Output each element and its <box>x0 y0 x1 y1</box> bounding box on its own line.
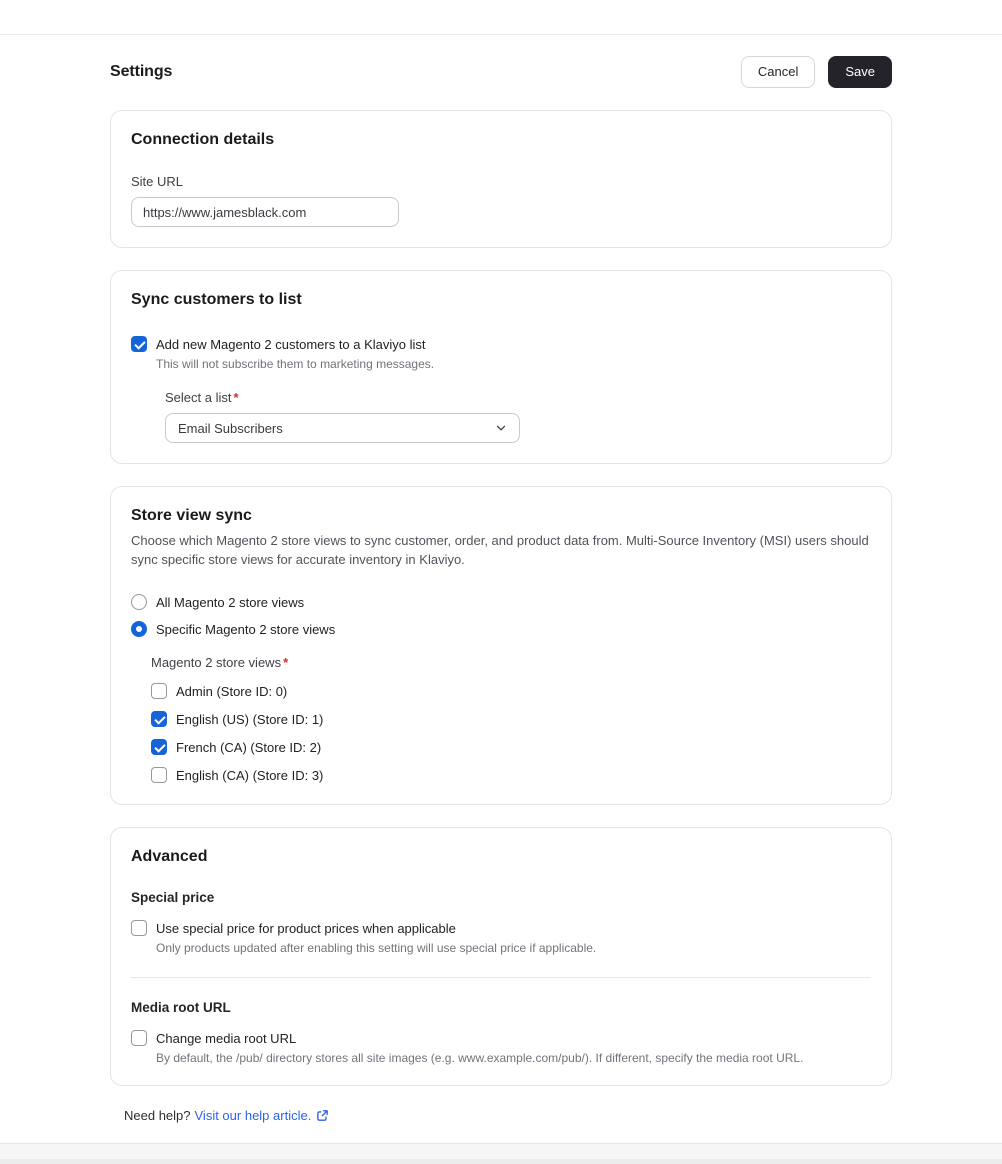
header-actions <box>741 56 892 88</box>
store-view-sync-description: Choose which Magento 2 store views to sync customer, order, and product data from. Multi-Source Inventory (MSI) users should sync specific store views for accurate inventory in Klaviyo. <box>131 533 869 567</box>
sync-customers-card <box>110 270 892 464</box>
section-divider <box>131 977 871 978</box>
bottom-footer-strip <box>0 1159 1002 1164</box>
sync-customers-title: Sync customers to list <box>131 291 302 308</box>
store-view-label: French (CA) (Store ID: 2) <box>176 739 322 755</box>
radio-row-all-store-views <box>131 594 871 610</box>
store-view-sync-title: Store view sync <box>131 507 252 524</box>
media-root-checkbox-row <box>131 1030 871 1046</box>
all-store-views-radio-label: All Magento 2 store views <box>156 594 305 610</box>
special-price-checkbox-label: Use special price for product prices when applicable <box>156 920 456 936</box>
store-view-sync-card <box>110 486 892 805</box>
store-view-checkbox-english-ca[interactable] <box>151 767 167 783</box>
store-view-label: English (US) (Store ID: 1) <box>176 711 324 727</box>
media-root-helper-text: By default, the /pub/ directory stores all site images (e.g. www.example.com/pub/). If different, specify the media root URL. <box>156 1051 804 1065</box>
store-view-checkbox-admin[interactable] <box>151 683 167 699</box>
special-price-checkbox-row <box>131 920 871 936</box>
media-root-checkbox-label: Change media root URL <box>156 1030 297 1046</box>
special-price-helper-text: Only products updated after enabling this setting will use special price if applicable. <box>156 941 597 955</box>
bottom-footer-bar <box>0 1143 1002 1163</box>
connection-details-title: Connection details <box>131 131 275 148</box>
special-price-checkbox[interactable] <box>131 920 147 936</box>
store-view-row-admin <box>151 683 871 699</box>
add-customers-helper-text: This will not subscribe them to marketing messages. <box>156 357 435 371</box>
media-root-checkbox[interactable] <box>131 1030 147 1046</box>
advanced-title: Advanced <box>131 848 208 865</box>
select-list-label <box>165 390 871 405</box>
store-view-checkbox-english-us[interactable] <box>151 711 167 727</box>
specific-store-views-radio-label: Specific Magento 2 store views <box>156 621 336 637</box>
media-root-heading: Media root URL <box>131 1000 231 1015</box>
advanced-card <box>110 827 892 1086</box>
store-views-label <box>151 655 871 670</box>
cancel-button[interactable]: Cancel <box>741 56 815 88</box>
page-header <box>110 56 892 88</box>
store-views-group <box>151 655 871 783</box>
store-view-row-english-us <box>151 711 871 727</box>
all-store-views-radio[interactable] <box>131 594 147 610</box>
add-customers-checkbox-row <box>131 336 871 352</box>
add-customers-checkbox-label: Add new Magento 2 customers to a Klaviyo list <box>156 336 426 352</box>
page-title: Settings <box>110 63 173 80</box>
help-line <box>124 1108 892 1125</box>
store-view-row-english-ca <box>151 767 871 783</box>
required-asterisk: * <box>283 655 289 670</box>
site-url-input[interactable] <box>131 197 399 227</box>
select-list-label-text: Select a list <box>165 390 232 405</box>
chevron-down-icon <box>495 422 507 434</box>
external-link-icon <box>316 1110 329 1125</box>
specific-store-views-radio[interactable] <box>131 621 147 637</box>
top-divider <box>0 0 1002 35</box>
store-view-row-french-ca <box>151 739 871 755</box>
connection-details-card <box>110 110 892 248</box>
site-url-label: Site URL <box>131 174 184 189</box>
list-select[interactable] <box>165 413 520 443</box>
add-customers-checkbox[interactable] <box>131 336 147 352</box>
special-price-heading: Special price <box>131 890 215 905</box>
required-asterisk: * <box>233 390 239 405</box>
select-list-group <box>165 390 871 443</box>
store-view-label: Admin (Store ID: 0) <box>176 683 288 699</box>
list-select-value: Email Subscribers <box>178 420 283 436</box>
store-views-label-text: Magento 2 store views <box>151 655 282 670</box>
save-button[interactable]: Save <box>828 56 892 88</box>
radio-row-specific-store-views <box>131 621 871 637</box>
store-view-label: English (CA) (Store ID: 3) <box>176 767 324 783</box>
store-view-checkbox-french-ca[interactable] <box>151 739 167 755</box>
settings-page <box>0 35 1002 1125</box>
need-help-text: Need help? <box>124 1108 191 1123</box>
help-article-link[interactable]: Visit our help article. <box>194 1108 312 1123</box>
